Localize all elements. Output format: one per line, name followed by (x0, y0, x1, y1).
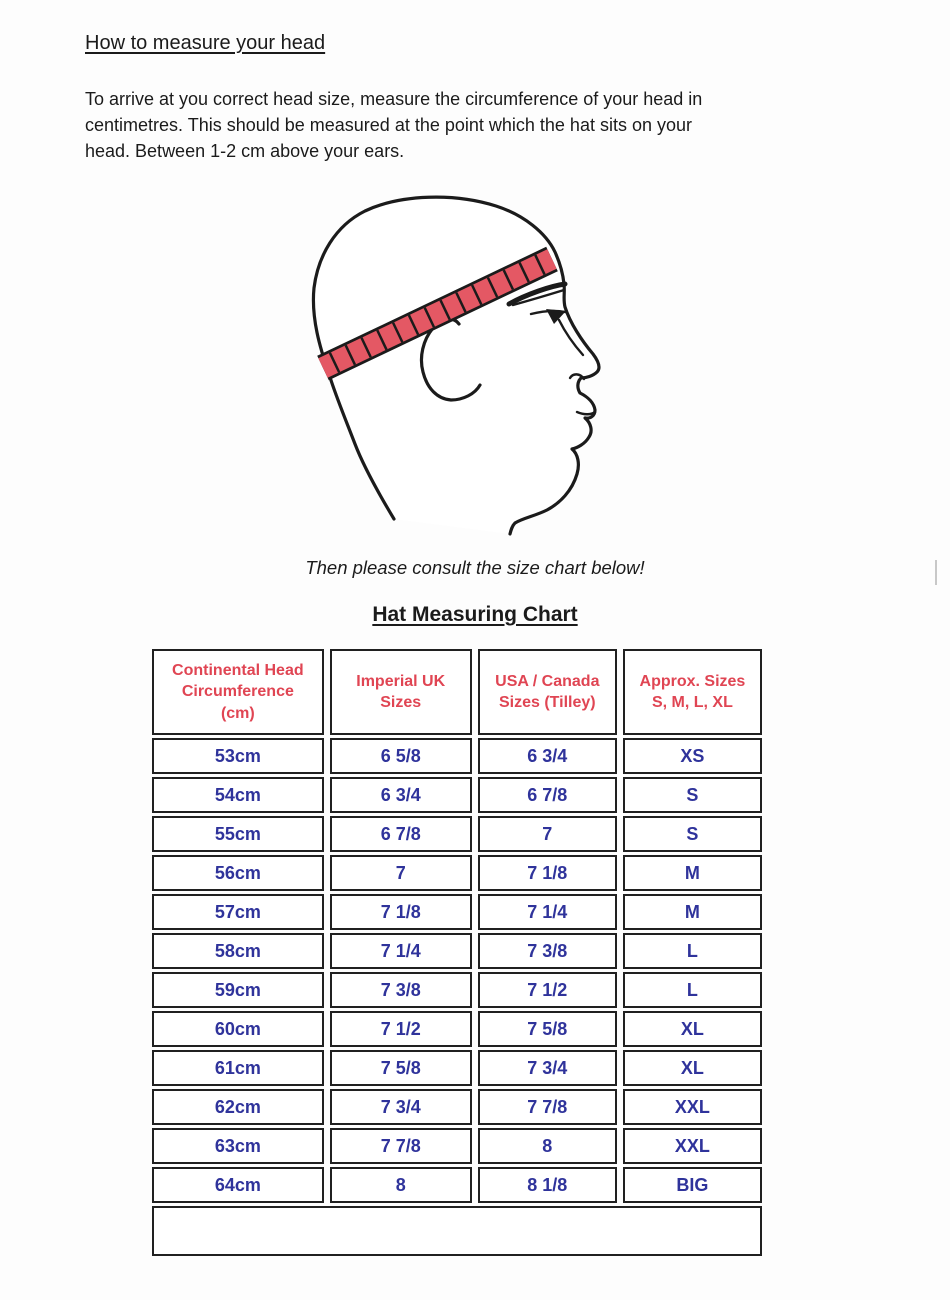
column-header-usa-canada: USA / Canada Sizes (Tilley) (478, 649, 617, 735)
table-cell: 7 1/2 (478, 972, 617, 1008)
intro-line: head. Between 1-2 cm above your ears. (85, 141, 405, 161)
size-table-body (152, 738, 762, 1203)
table-cell: 7 1/4 (478, 894, 617, 930)
table-cell: 7 1/8 (478, 855, 617, 891)
intro-line: To arrive at you correct head size, measure the circumference of your head in (85, 89, 703, 109)
scan-artifact-line (935, 560, 937, 585)
table-cell: 53cm (152, 738, 324, 774)
table-cell: 54cm (152, 777, 324, 813)
table-cell: 61cm (152, 1050, 324, 1086)
table-row (152, 1050, 762, 1086)
table-cell: 6 3/4 (330, 777, 472, 813)
table-cell: 56cm (152, 855, 324, 891)
table-cell: 7 1/8 (330, 894, 472, 930)
table-cell: XXL (623, 1089, 762, 1125)
table-cell: 6 7/8 (330, 816, 472, 852)
column-header-continental: Continental Head Circumference (cm) (152, 649, 324, 735)
figure-head-measurement (0, 192, 950, 544)
table-cell: 7 7/8 (478, 1089, 617, 1125)
table-cell: 7 7/8 (330, 1128, 472, 1164)
head-profile-illustration (303, 192, 648, 544)
table-cell: M (623, 894, 762, 930)
table-row (152, 972, 762, 1008)
table-row (152, 738, 762, 774)
table-row (152, 777, 762, 813)
table-cell: 6 3/4 (478, 738, 617, 774)
table-cell: XL (623, 1050, 762, 1086)
column-header-imperial-uk: Imperial UK Sizes (330, 649, 472, 735)
table-row (152, 816, 762, 852)
table-cell: XXL (623, 1128, 762, 1164)
table-row (152, 894, 762, 930)
table-cell: 7 1/2 (330, 1011, 472, 1047)
intro-line: centimetres. This should be measured at the point which the hat sits on your (85, 115, 692, 135)
table-cell: 7 (478, 816, 617, 852)
table-cell: S (623, 777, 762, 813)
table-cell: 62cm (152, 1089, 324, 1125)
table-row (152, 933, 762, 969)
table-cell: 55cm (152, 816, 324, 852)
table-cell: 7 3/4 (478, 1050, 617, 1086)
table-cell: 7 3/8 (330, 972, 472, 1008)
table-cell: BIG (623, 1167, 762, 1203)
table-cell: L (623, 933, 762, 969)
table-cell: L (623, 972, 762, 1008)
column-header-approx-sizes: Approx. Sizes S, M, L, XL (623, 649, 762, 735)
table-cell: 7 (330, 855, 472, 891)
table-cell: 7 3/4 (330, 1089, 472, 1125)
intro-paragraph (85, 86, 885, 164)
empty-cell (152, 1206, 762, 1256)
consult-note: Then please consult the size chart below! (305, 557, 645, 578)
table-cell: M (623, 855, 762, 891)
table-cell: 60cm (152, 1011, 324, 1047)
table-cell: S (623, 816, 762, 852)
table-row (152, 855, 762, 891)
table-cell: 59cm (152, 972, 324, 1008)
table-row (152, 1011, 762, 1047)
table-cell: 7 5/8 (330, 1050, 472, 1086)
table-cell: 8 1/8 (478, 1167, 617, 1203)
table-row (152, 1167, 762, 1203)
table-cell: 64cm (152, 1167, 324, 1203)
table-cell: 7 3/8 (478, 933, 617, 969)
chart-heading: Hat Measuring Chart (372, 603, 578, 626)
table-row (152, 1089, 762, 1125)
table-cell: 58cm (152, 933, 324, 969)
table-cell: 7 1/4 (330, 933, 472, 969)
table-cell: 8 (478, 1128, 617, 1164)
empty-row (152, 1206, 762, 1256)
table-row (152, 1128, 762, 1164)
table-cell: 8 (330, 1167, 472, 1203)
table-header-row (152, 649, 762, 735)
page-title: How to measure your head (85, 32, 326, 54)
table-cell: 6 5/8 (330, 738, 472, 774)
table-cell: XL (623, 1011, 762, 1047)
table-cell: 63cm (152, 1128, 324, 1164)
table-cell: 57cm (152, 894, 324, 930)
hat-size-table (146, 646, 768, 1259)
table-cell: 6 7/8 (478, 777, 617, 813)
table-cell: XS (623, 738, 762, 774)
table-cell: 7 5/8 (478, 1011, 617, 1047)
